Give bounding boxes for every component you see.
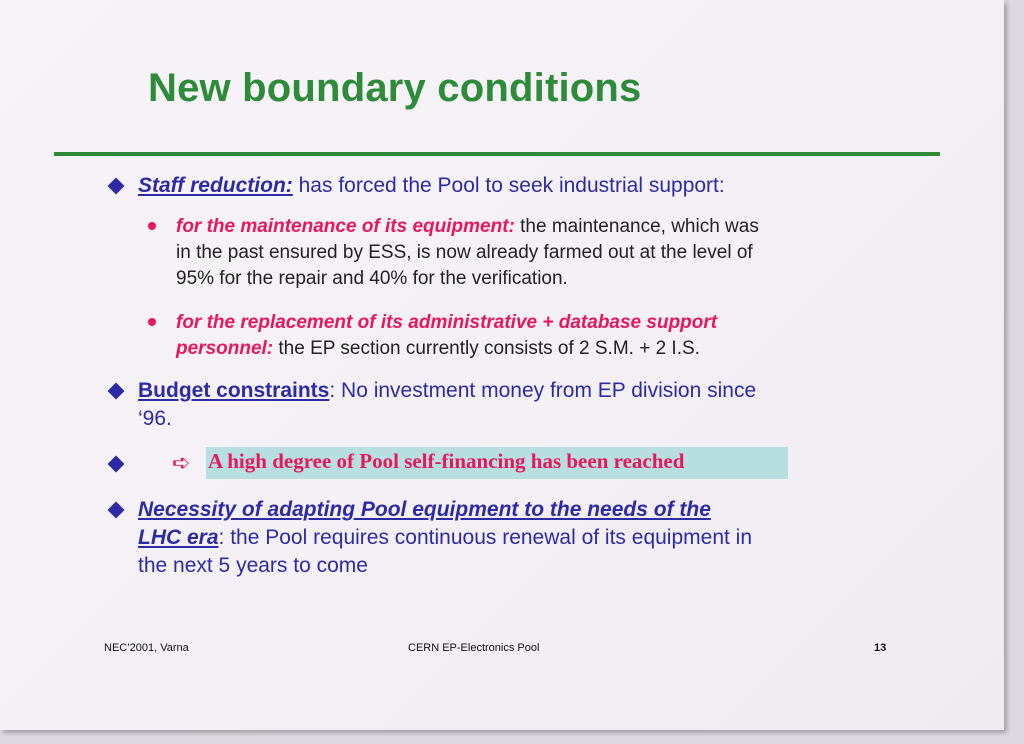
bullet-text: has forced the Pool to seek industrial support: bbox=[292, 174, 725, 197]
bullet-necessity bbox=[138, 496, 752, 580]
sub-text: the maintenance, which was bbox=[514, 216, 759, 237]
diamond-bullet-icon bbox=[108, 178, 125, 195]
title-divider bbox=[54, 152, 940, 156]
sub-bullet-maintenance bbox=[176, 214, 759, 292]
bullet-text: : No investment money from EP division since bbox=[329, 379, 757, 402]
dot-bullet-icon bbox=[148, 318, 156, 326]
footer-left: NEC’2001, Varna bbox=[104, 642, 189, 654]
footer-center: CERN EP-Electronics Pool bbox=[408, 642, 540, 654]
bullet-heading: Budget constraints bbox=[138, 379, 330, 402]
sub-heading: for the maintenance of its equipment: bbox=[176, 216, 515, 237]
sub-heading: personnel: bbox=[176, 338, 274, 359]
sub-heading: for the replacement of its administrative + database support bbox=[176, 312, 718, 333]
bullet-heading: Staff reduction: bbox=[138, 174, 293, 197]
sub-text: 95% for the repair and 40% for the verification. bbox=[176, 268, 568, 289]
page-number: 13 bbox=[874, 642, 887, 654]
diamond-bullet-icon bbox=[108, 383, 125, 400]
bullet-text: : the Pool requires continuous renewal of its equipment in bbox=[218, 526, 753, 549]
highlight-text: A high degree of Pool self-financing has been reached bbox=[208, 449, 685, 473]
bullet-staff-reduction bbox=[138, 172, 725, 200]
sub-text: the EP section currently consists of 2 S.M. + 2 I.S. bbox=[273, 338, 700, 359]
bullet-heading: Necessity of adapting Pool equipment to the needs of the bbox=[138, 498, 711, 521]
bullet-budget-constraints bbox=[138, 377, 756, 433]
sub-bullet-replacement bbox=[176, 310, 717, 362]
slide-title: New boundary conditions bbox=[148, 66, 642, 110]
dot-bullet-icon bbox=[148, 222, 156, 230]
hand-arrow-icon: ➪ bbox=[172, 450, 191, 475]
diamond-bullet-icon bbox=[108, 456, 125, 473]
diamond-bullet-icon bbox=[108, 502, 125, 519]
bullet-text: the next 5 years to come bbox=[138, 554, 368, 577]
bullet-text: ‘96. bbox=[138, 407, 172, 430]
sub-text: in the past ensured by ESS, is now already farmed out at the level of bbox=[176, 242, 753, 263]
bullet-heading: LHC era bbox=[138, 526, 219, 549]
